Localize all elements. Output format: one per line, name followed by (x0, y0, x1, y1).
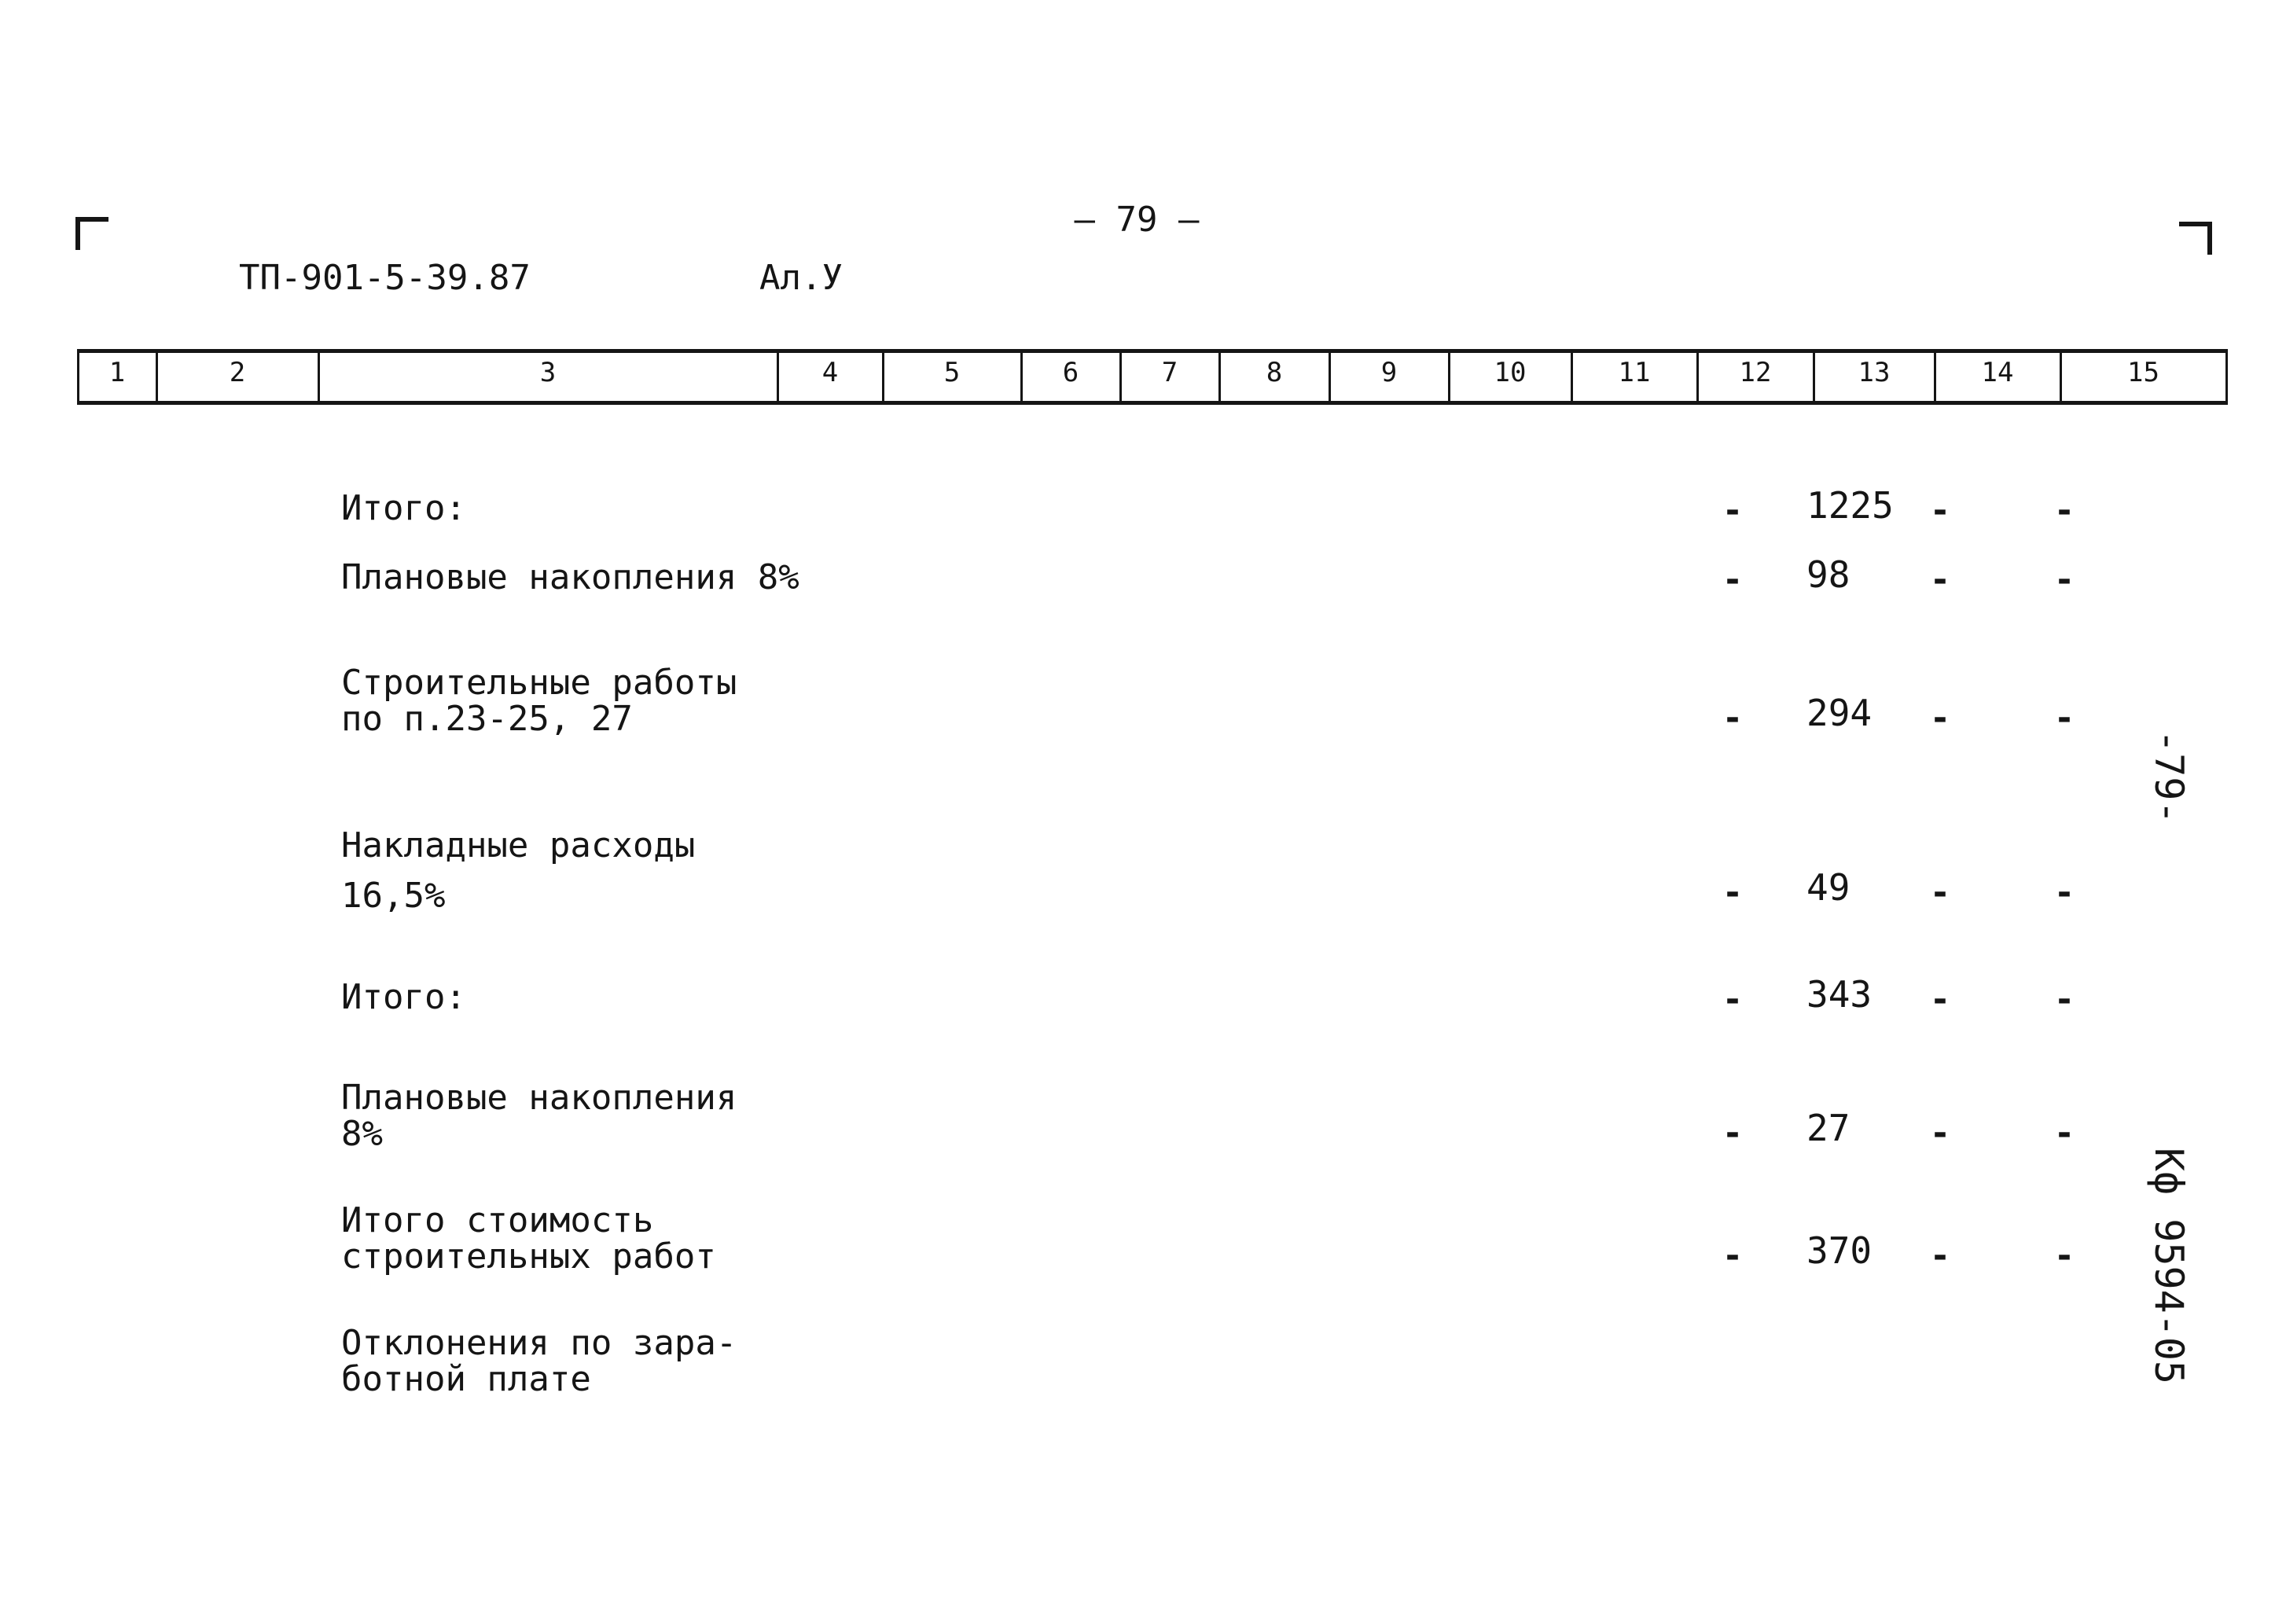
cell-col-13: 370 (1806, 1229, 1873, 1272)
column-number: 13 (1858, 357, 1891, 388)
row-label: Отклонения по зара- ботной плате (341, 1323, 737, 1399)
cell-col-12: - (1722, 873, 1744, 913)
cell-col-14: - (1929, 698, 1951, 738)
cell-col-12: - (1722, 698, 1744, 738)
cell-col-15: - (2053, 979, 2075, 1020)
cell-col-15: - (2053, 1236, 2075, 1276)
corner-mark-top-left (75, 217, 108, 250)
column-number: 4 (821, 357, 839, 388)
table-header-bottom-rule (77, 401, 2228, 405)
table-header-top-rule (77, 349, 2228, 353)
cell-col-13: 49 (1806, 866, 1851, 909)
column-number: 8 (1266, 357, 1283, 388)
column-number: 12 (1739, 357, 1772, 388)
cell-col-14: - (1929, 1236, 1951, 1276)
cell-col-12: - (1722, 1113, 1744, 1153)
column-number: 11 (1618, 357, 1651, 388)
cell-col-12: - (1722, 491, 1744, 531)
cell-col-15: - (2053, 1113, 2075, 1153)
cell-col-13: 294 (1806, 692, 1873, 734)
row-label: Плановые накопления 8% (341, 557, 799, 597)
row-label: Итого: (341, 488, 466, 528)
cell-col-13: 27 (1806, 1107, 1851, 1149)
cell-col-15: - (2053, 560, 2075, 600)
margin-page-mark: -79- (2146, 729, 2192, 825)
cell-col-14: - (1929, 491, 1951, 531)
cell-col-14: - (1929, 560, 1951, 600)
column-number: 2 (229, 357, 246, 388)
sheet-label: Ал.У (759, 258, 843, 298)
cell-col-12: - (1722, 1236, 1744, 1276)
cell-col-15: - (2053, 698, 2075, 738)
row-label: Накладные расходы 16,5% (341, 825, 696, 916)
cell-col-14: - (1929, 873, 1951, 913)
column-number: 15 (2127, 357, 2159, 388)
cell-col-15: - (2053, 491, 2075, 531)
cell-col-15: - (2053, 873, 2075, 913)
corner-mark-top-right (2179, 222, 2212, 255)
page-number: — 79 — (1074, 200, 1200, 240)
cell-col-12: - (1722, 560, 1744, 600)
row-label: Итого: (341, 977, 466, 1017)
row-label: Строительные работы по п.23-25, 27 (341, 663, 737, 739)
cell-col-14: - (1929, 1113, 1951, 1153)
cell-col-14: - (1929, 979, 1951, 1020)
margin-archive-code: Кф 9594-05 (2146, 1148, 2192, 1385)
column-number: 9 (1380, 357, 1398, 388)
row-label: Плановые накопления 8% (341, 1078, 737, 1154)
column-number: 1 (108, 357, 126, 388)
column-number: 5 (943, 357, 961, 388)
cell-col-13: 98 (1806, 553, 1851, 596)
column-number: 6 (1062, 357, 1079, 388)
column-number: 14 (1981, 357, 2014, 388)
document-code: ТП-901-5-39.87 (239, 258, 531, 298)
cell-col-13: 343 (1806, 973, 1873, 1016)
cell-col-13: 1225 (1806, 484, 1894, 527)
row-label: Итого стоимость строительных работ (341, 1200, 716, 1277)
column-divider (2225, 349, 2228, 405)
column-number: 7 (1161, 357, 1178, 388)
column-number: 10 (1494, 357, 1527, 388)
column-number: 3 (539, 357, 557, 388)
cell-col-12: - (1722, 979, 1744, 1020)
